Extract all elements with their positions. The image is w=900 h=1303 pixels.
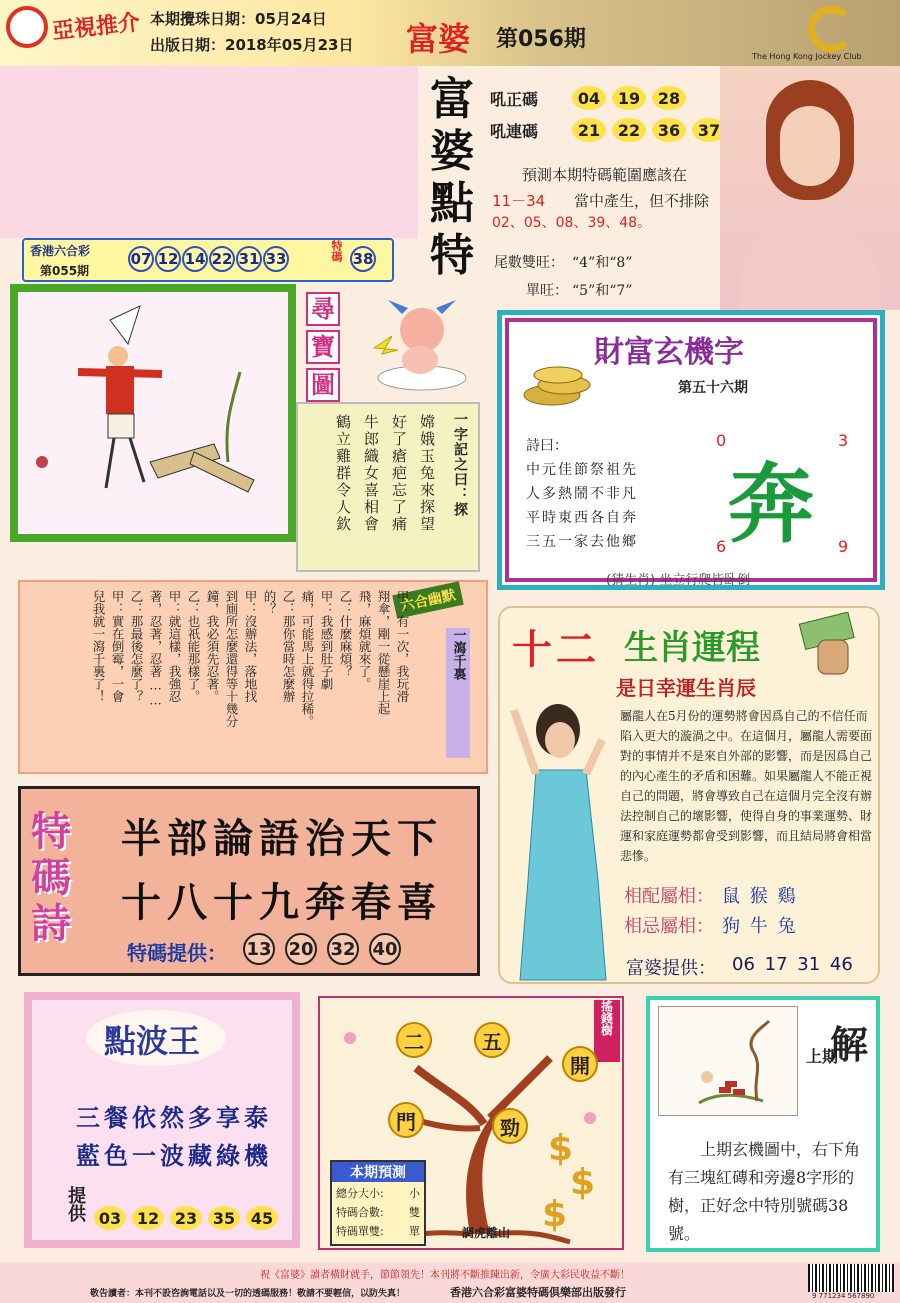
special-provide-label: 特碼提供：: [127, 941, 227, 965]
tail-single-value: “5”和“7”: [572, 283, 633, 299]
headline-char: 富: [430, 74, 474, 125]
wave-king-line-2: 藍色一波藏綠機: [76, 1141, 272, 1170]
barcode-icon: [808, 1264, 894, 1292]
special-label: 特碼: [330, 240, 343, 262]
zodiac-provide-value: 06 17 31 46: [732, 954, 853, 975]
fortune-big-char: 奔: [728, 454, 814, 555]
cupid-illustration: [362, 292, 472, 392]
forecast-title: 本期預測: [332, 1162, 424, 1182]
joke-line: 到廁所怎麼還得等十幾分: [224, 590, 239, 728]
forecast-row: [332, 1182, 424, 1201]
prediction-range: 11－34: [492, 192, 546, 210]
tail-double-value: “4”和“8”: [572, 255, 633, 271]
treasure-char: 尋: [306, 292, 340, 326]
result-ball: 14: [182, 246, 208, 272]
tree-fruit: 門: [388, 1102, 424, 1138]
special-poem-line-2: 十八十九奔春喜: [121, 879, 443, 926]
forecast-row: [332, 1201, 424, 1220]
scroll-panel: [296, 402, 480, 572]
recommend-label: 亞視推介: [51, 9, 142, 45]
zodiac-title-suffix: 生肖運程: [624, 628, 760, 668]
puzzle-picture-frame: [10, 284, 296, 542]
last-result-bar: [22, 238, 394, 282]
joke-line: 痛，可能馬上就得拉稀。: [300, 590, 315, 728]
money-tree-box: [318, 996, 624, 1250]
joke-line: 甲：實在倒霉，一會: [110, 590, 125, 703]
forecast-row-label: 特碼合數:: [336, 1206, 384, 1219]
dollar-sign-icon: $: [570, 1162, 596, 1203]
special-number-ball: 20: [285, 933, 317, 965]
corner-number: 3: [838, 431, 849, 450]
joke-text: [89, 590, 412, 768]
dollar-sign-icon: $: [548, 1128, 574, 1169]
roar-main-number: 19: [612, 86, 646, 110]
wave-number: 35: [208, 1206, 240, 1230]
fortune-poem-line: 人多熱鬧不非凡: [526, 486, 638, 502]
scroll-line: 嫦娥玉兔來探望: [418, 414, 436, 533]
scroll-line: 牛郎織女喜相會: [362, 414, 380, 533]
scroll-line: 好了瘡疤忘了痛: [390, 414, 408, 533]
roar-link-number: 37: [692, 118, 726, 142]
result-ball: 07: [128, 246, 154, 272]
puzzle-illustration: [18, 292, 288, 534]
wave-number: 45: [246, 1206, 278, 1230]
forecast-row: [332, 1220, 424, 1239]
treasure-label: [306, 292, 344, 406]
headline-title: [430, 74, 486, 282]
result-ball: 12: [155, 246, 181, 272]
fortune-poem-label: 詩曰：: [526, 438, 568, 454]
corner-number: 0: [716, 431, 727, 450]
paper-title: 富婆: [406, 20, 471, 58]
special-poem-char: 詩: [31, 900, 71, 947]
zodiac-title-prefix: 十二: [512, 626, 600, 673]
forecast-row-label: 總分大小:: [336, 1187, 384, 1200]
special-numbers: [243, 933, 401, 965]
zodiac-lucky: 是日幸運生肖辰: [616, 676, 756, 700]
forecast-panel: [330, 1160, 426, 1246]
tree-fruit: 五: [474, 1022, 510, 1058]
forecast-row-value: 單: [409, 1225, 420, 1238]
treasure-char: 寶: [306, 330, 340, 364]
wave-king-box: [24, 992, 300, 1248]
money-fist-icon: [796, 612, 866, 678]
joke-line: 的？: [262, 590, 277, 615]
result-ball: 33: [263, 246, 289, 272]
fortune-title: 財富玄機字: [594, 335, 744, 370]
roar-link-number: 36: [652, 118, 686, 142]
headline-char: 點: [430, 178, 474, 229]
prediction-line-2: 當中產生，但不排除: [574, 192, 710, 210]
tail-single-label: 單旺：: [526, 283, 568, 299]
special-poem-char: 特: [31, 808, 71, 855]
answer-text: 上期玄機圖中，右下角有三塊紅磚和旁邊8字形的樹，正好念中特別號碼38號。: [668, 1140, 861, 1243]
zodiac-avoid-label: 相忌屬相：: [624, 916, 714, 937]
last-result-numbers: [128, 246, 289, 272]
headline-char: 特: [430, 230, 474, 281]
joke-line: 甲：就這樣，我強忍: [167, 590, 182, 703]
zodiac-provide-label: 富婆提供：: [626, 958, 716, 979]
forecast-row-label: 特碼單雙:: [336, 1225, 384, 1238]
money-tree-badge: 搖錢樹: [594, 1000, 620, 1062]
answer-label-top: 上期: [806, 1047, 839, 1066]
corner-number: 6: [716, 537, 727, 556]
roar-main-number: 04: [572, 86, 606, 110]
wave-number: 23: [170, 1206, 202, 1230]
fortune-character-box: [497, 310, 885, 590]
result-ball: 31: [236, 246, 262, 272]
wave-number: 12: [132, 1206, 164, 1230]
roar-link-number: 22: [612, 118, 646, 142]
fortune-hint: (猜生肖) 坐立行爬皆卧倒: [606, 573, 751, 588]
zodiac-match-value: 鼠 猴 鷄: [722, 886, 798, 907]
special-number-ball: 32: [327, 933, 359, 965]
fortune-poem-line: 平時東西各自奔: [526, 510, 638, 526]
footer-publisher: 香港六合彩富婆特碼俱樂部出版發行: [450, 1286, 626, 1299]
shoulders-shape: [740, 226, 880, 310]
joke-line: 甲：我感到肚子劇: [319, 590, 334, 690]
treasure-char: 圖: [306, 368, 340, 402]
scroll-heading: 一字記之曰：探: [452, 412, 468, 517]
tree-fruit: 勁: [492, 1108, 528, 1144]
last-result-label: 香港六合彩: [30, 244, 91, 258]
forecast-row-value: 小: [409, 1187, 420, 1200]
footer-slogan: 祝《富婆》讀者橫財就手，節節領先！本刊將不斷推陳出新，令廣大彩民收益不斷！: [260, 1270, 630, 1281]
wave-number: 03: [94, 1206, 126, 1230]
coins-icon: [512, 357, 612, 413]
fortune-poem-line: 中元佳節祭祖先: [526, 462, 638, 478]
fortune-issue: 第五十六期: [678, 380, 748, 396]
tree-caption: 調虎離山: [462, 1226, 511, 1240]
special-poem-label: [31, 809, 79, 947]
wave-king-numbers: [94, 1206, 278, 1230]
special-poem-line-1: 半部論語治天下: [121, 815, 443, 862]
issue-number: 第056期: [496, 27, 586, 52]
joke-line: 乙：那最後怎麼了？: [129, 590, 144, 703]
dollar-sign-icon: $: [542, 1194, 568, 1235]
footer-warning: 敬告讀者：本刊不設咨詢電話以及一切的透碼服務！敬請不要輕信，以防失真！: [90, 1289, 406, 1299]
special-ball: 38: [350, 246, 376, 272]
joke-box: [18, 580, 488, 774]
result-ball: 22: [209, 246, 235, 272]
answer-label-big: 解: [830, 1022, 869, 1067]
joke-line: 乙：也祇能那樣了。: [186, 590, 201, 703]
joke-line: 乙：什麼麻煩？: [338, 590, 353, 678]
roar-main-label: 吼正碼: [490, 89, 539, 109]
zodiac-avoid-value: 狗 牛 兔: [722, 916, 798, 937]
wave-king-provide-label: 提供: [65, 1186, 86, 1222]
tree-fruit: 開: [562, 1046, 598, 1082]
joke-line: 甲：沒辦法，落地找: [243, 590, 258, 703]
zodiac-match-label: 相配屬相：: [624, 886, 714, 907]
joke-subtitle: 一瀉千裏: [446, 628, 470, 758]
footer: [0, 1262, 900, 1303]
dancing-model-photo: [506, 700, 616, 984]
jockey-club-label: The Hong Kong Jockey Club: [752, 52, 862, 61]
roar-link-number: 21: [572, 118, 606, 142]
special-poem-char: 碼: [31, 854, 71, 901]
joke-line: 鐘，我必須先忍著。: [205, 590, 220, 703]
roar-link-label: 吼連碼: [490, 121, 539, 141]
prediction-exclude: 02、05、08、39、48。: [492, 215, 652, 231]
zodiac-paragraph: 屬龍人在5月份的運勢將會因爲自己的不信任而陷入更大的漩渦之中。在這個月，屬龍人需要面對的事情并不是來自外部的影響，而是因爲自己的內心產生的矛盾和困難。如果屬龍人不能正視自己的問題，將會導致自己在這個月完全沒有辦法控制自己的壞影響，使得自身的事業運勢、財運和家庭運勢都會受到影響，而且結局將會相當悲慘。: [620, 709, 873, 863]
roar-link-row: [490, 118, 726, 142]
joke-line: 著，忍著，忍著……: [148, 590, 163, 708]
joke-line: 兒我就一瀉千裏了！: [91, 590, 106, 703]
header-banner: [0, 0, 900, 66]
wave-king-line-1: 三餐依然多享泰: [76, 1103, 272, 1132]
publish-date: 出版日期：2018年05月23日: [150, 36, 354, 54]
joke-line: 乙：那你當時怎麼辦: [281, 590, 296, 703]
barcode-number: 9 771234 567890: [812, 1292, 875, 1300]
fortune-poem-line: 三五一家去他鄉: [526, 534, 638, 550]
draw-date: 本期攪珠日期：05月24日: [150, 10, 327, 28]
corner-number: 9: [838, 537, 849, 556]
roar-main-row: [490, 86, 686, 110]
answer-illustration: [658, 1006, 798, 1116]
last-result-issue: 第055期: [40, 264, 90, 278]
model-photo: [720, 66, 900, 310]
special-number-ball: 40: [369, 933, 401, 965]
roar-main-number: 28: [652, 86, 686, 110]
scroll-line: 鶴立雞群令人欽: [334, 414, 352, 533]
special-poem-box: [18, 786, 480, 976]
tv-logo-icon: [6, 6, 48, 48]
blank-pink-panel: [0, 66, 418, 238]
face-shape: [780, 106, 840, 186]
tail-double-label: 尾數雙旺：: [494, 255, 564, 271]
jockey-logo-icon: [808, 6, 854, 52]
joke-line: 甲：有一次，我玩滑: [395, 590, 410, 703]
joke-line: 飛，麻煩就來了。: [357, 590, 372, 690]
joke-line: 翔傘，剛一從懸崖上起: [376, 590, 391, 715]
forecast-row-value: 雙: [409, 1206, 420, 1219]
headline-char: 婆: [430, 126, 474, 177]
wave-king-title: 點波王: [104, 1022, 201, 1060]
joke-title: 六合幽默: [392, 581, 464, 619]
prediction-line-1: 預測本期特碼範圍應該在: [522, 166, 688, 184]
tree-fruit: 二: [396, 1022, 432, 1058]
special-number-ball: 13: [243, 933, 275, 965]
last-answer-box: [646, 996, 880, 1252]
